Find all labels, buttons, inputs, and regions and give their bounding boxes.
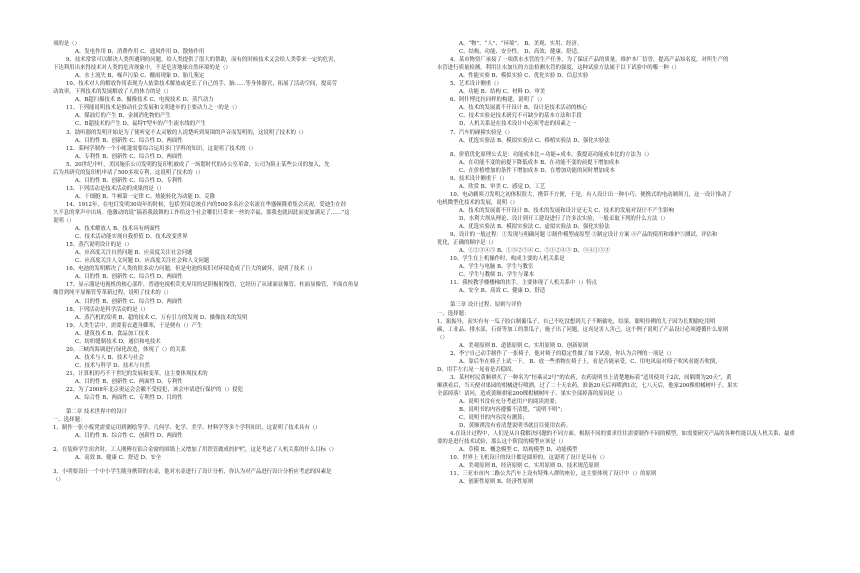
answer-options-line: A、草模 B、概念模型 C、结构模型 D、功能模型 [459, 447, 578, 454]
answer-options-line: A、靠后坐在椅子上试一下。 B、放一些重物在椅子上，看是否能承受。C、用电风扇对椅子吹风看能否吹倒， [459, 358, 721, 365]
answer-options-line: A、高效 B、健康 C、舒适 D、安全 [75, 455, 162, 462]
answer-options-line: A、在功能不变的前提下降低成本 B、在功能不变的前提下增加成本 [459, 159, 620, 166]
answer-options-line: C、说明书的内容没有测算； [459, 415, 528, 422]
answer-options-line: A、干细胞 B、牛顿第一定律 C、热能转化为动能 D、克隆 [75, 193, 216, 200]
question-text-line: 11、三亚市市内二路公共汽车上设有特殊人群的座位，这主要体现了设计中（）的原则 [450, 471, 657, 478]
answer-options-line: A、学生与电脑 B、学生与教室 [459, 264, 534, 271]
question-text-line: 动效率，下列技术的发展解放了人的体力的是（） [53, 89, 172, 96]
question-text-line: 22、为了2008年北京奥运会会徽不受侵犯，该会申请进行保护的（）侵犯 [66, 387, 243, 394]
answer-options-line: A、优选实验法 B、模拟实验法 C、移植实验法 D、强化实验法 [459, 137, 610, 144]
answer-options-line: A、B超扫描技术 B、摄像技术 C、电视技术 D、蒸汽动力 [75, 97, 214, 104]
question-text-line: 6、阿什博比拉同样的构建，说明了（） [450, 97, 546, 104]
answer-options-line: A、目的性 B、创新性 C、综合性 D、两面性 [75, 298, 183, 305]
answer-options-line: A、技术与人 B、技术与社会 [75, 354, 144, 361]
answer-options-line: A、专利性 B、创新性 C、综合性 D、两面性 [75, 153, 183, 160]
question-text-line: 9、技术设计侧重于（） [450, 175, 508, 182]
question-text-line: 4、某市物资厂承接了一项供水水管的生产任务，为了保证产品的质量，维护本厂信誉，提高产品知名度，对所生产的 [450, 57, 729, 64]
answer-options-line: A、功能 B、结构 C、材料 D、审美 [459, 89, 546, 96]
question-text-line: 2、李宁自己动手制作了一张椅子，他对椅子的稳定性做了如下试验，你认为合理的一项是（） [450, 350, 675, 357]
question-text-line: 5、艺术设计侧重（） [450, 81, 502, 88]
question-text-line: 项的是（） [53, 41, 80, 47]
answer-options-line: B、说明书的内容遵循不清楚，“说明不明”； [459, 407, 566, 414]
question-text-line: 第二章 技术世界中的设计 [66, 409, 128, 416]
answer-options-line: C、在价格增加的条件下增加成本 D、在增加功能的同时增加成本 [459, 167, 615, 174]
question-text-line: 10、学生在上机操作时，构成主要的人机关系是 [450, 256, 565, 263]
answer-options-line: C、应高度关注人文问题 D、应高度关注社会和人文问题 [75, 258, 210, 265]
question-text-line: 5、20世纪中叶，美国施乐公司发明的复印机被成了一场划时代的办公室革命，公司为阻止某些公司的加入，先 [66, 161, 330, 168]
question-text-line: 碳，工业品、排水部，石膏等加工的墨瓜子，施子出了问题，这真是害人害己，这个例子说明了产品设计必须遵循什么原则 [437, 326, 729, 333]
answer-options-line: A、建筑技术 B、食品加工技术 [75, 330, 150, 337]
answer-options-line: A、目的性 B、创新性 C、两面性 D、专利性 [75, 378, 183, 385]
question-text-line: 要的是进行技术试验，那么这个阶段的模型应该是（） [437, 439, 567, 446]
answer-options-line: A、欣赏 B、审美 C、感觉 D、工艺 [459, 183, 546, 190]
question-text-line: 像管到纯平显像管等革新过程，说明了技术的（） [53, 290, 172, 297]
answer-options-line: C、技术活动能实现自我价值 D、技术改变世界 [75, 234, 188, 241]
answer-options-line: A、综合性 B、两面性 C、专利性 D、目的性 [75, 395, 183, 402]
answer-options-line: A、应高度关注自然问题 B、应高度关注社会问题 [75, 250, 193, 257]
answer-options-line: A、“物”、“人”、“环境”。 B、美观、实用、经济。 [459, 41, 583, 47]
question-text-line: 14、1912年，在电灯发明30周年的时候，包括美国总统在内的500多名社会名流在华盛顿隆重集会庆祝，爱迪生在经 [66, 201, 347, 208]
question-text-line: （） [437, 334, 448, 341]
answer-options-line: A、蒸汽机的发明 B、超的技术 C、万有引力的发现 D、摄像技术的发明 [75, 314, 248, 321]
answer-options-line: A、目的性 B、创新性 C、综合性 D、两面性 [75, 137, 183, 144]
question-text-line: 3、某村村民黄顺祺买了一种名为“恒乘灵2号”的农药，农药说明书上清楚地标着“适用使用于2次，间隔期为20天”，黄 [450, 374, 732, 381]
question-text-line: 21、计算机的巧不干世纪的发展和变革，这主要体现技术的 [66, 370, 208, 377]
answer-options-line: A、发电作用 B、消费作用 C、通风作用 D、散热作用 [75, 49, 205, 56]
answer-options-line: C、结构、功能、安全性。 D、高效、健康、舒适。 [459, 49, 583, 56]
question-text-line: 20、三峡尚海调进行绿化改造，体现了（）的关系 [66, 346, 187, 353]
answer-options-line: D、人机关系是在技术设计中必须考虑的因素之一 [459, 121, 577, 128]
question-text-line: 1、制作一张小板凳需要运用到测绘等学、几何学、化学、美学、材料学等多个学科知识，这说明了技术具有（） [53, 425, 321, 432]
question-text-line: 10、世界上飞机设计的设计都是圆形的，这说明了设计是具有（） [450, 455, 608, 462]
question-text-line: 一、选择题： [53, 417, 86, 424]
answer-options-line: D、水利大坝从理论、设计到开工建设进行了许多次实验，一般采取下列的什么方法（） [459, 215, 669, 222]
question-text-line: 全部掉落！请问，造成黄顺祺家200棵柑橘树叶子、果实全部掉落的原因是（） [437, 390, 626, 397]
right-text-column [437, 40, 815, 487]
question-text-line: 第三章 设计过程、原则与评价 [450, 302, 522, 309]
answer-options-line: A、目的性 B、创新性 C、综合性 D、两面性 [75, 274, 183, 281]
question-text-line: 说明（） [53, 218, 75, 225]
question-text-line: 电机微型化技术的发展，说明（） [437, 199, 518, 206]
question-text-line: 一、选择题： [437, 310, 470, 317]
question-text-line: 优化，正确的顺序是（） [437, 240, 497, 247]
question-text-line: 7、汽车的碰撞实验是（） [450, 129, 513, 136]
answer-options-line: A、技术的发展离不开设计 B、技术的发展和设计是无关 C、技术的发展对设计不产生影响 [459, 207, 674, 214]
answer-options-line: A、创新性原则 B、经济性原则 [459, 479, 534, 486]
answer-options-line: A、说明书没有充分考虑用户的阅读需要； [459, 399, 560, 406]
answer-options-line: A、性能实验 B、模拟实验 C、优化实验 D、信息实验 [459, 73, 589, 80]
answer-options-line: A、目的性 B、综合性 C、创新性 D、两面性 [75, 433, 183, 440]
answer-options-line: A、技术解放人 B、技术具有两面性 [75, 226, 161, 233]
question-text-line: 12、莱柯学制作一个小帐篷需要综合运用多门学科的知识，这说明了技术的（） [66, 145, 257, 152]
question-text-line: 18、下列活动是科学活动的是（） [66, 306, 149, 313]
question-text-line: 10、技术对人的解放作用表现为人依靠技术解放或延长了自己的手、脑……等身体器官，拓展了活动空间，提高劳 [66, 81, 338, 88]
question-text-line: 10、电动剃须刀发明之初体积很大，携带不方便，于是，有人设计出一种小巧、便携式的电动剃须刀，这一设计推动了 [450, 191, 732, 198]
answer-options-line: A、煤油灯的产生 B、金属消化物的产生 [75, 113, 171, 120]
answer-options-line: C、技术与科学 D、技术与自然 [75, 362, 150, 369]
question-text-line: 3、小明要设计一个中小学生随身携带的水壶，他对水壶进行了设计分析，你认为对产品进行设计分析应考虑的因素是 [53, 469, 332, 476]
question-text-line: 水管进行质量检测，利用注水加压的方法检测水管的强度，这种试验方法属于以下试验中的哪一种（） [437, 65, 680, 72]
question-text-line: 8、价值优化原理公式是：功能成本比＝功能÷成本，我提高功能成本比的方法为（） [450, 151, 653, 158]
answer-options-line: C、B超技术的产生 D、福特T型车的产生流水线的产生 [75, 121, 206, 128]
question-text-line: 下达利用出来得技术对人类的危害现象中，不是危害地球自然环境的是（） [53, 65, 231, 72]
left-text-column [53, 40, 431, 484]
answer-options-line: A、安全 B、高效 C、健康 D、舒适 [459, 288, 546, 295]
question-text-line: 后为其研究的复印机申请了500多项专利，这说明了技术的（） [53, 169, 204, 176]
answer-options-line: A、优选实验法 B、模拟实验法 C、虚拟实验法 D、强化实验法 [459, 224, 610, 231]
question-text-line: 久不息的掌声中出场。他激动的说“搞着我鼓舞的工作给这个社会哪们只带来一丝的幸福，那我也就因此而更加满足了……”这 [53, 209, 350, 216]
question-text-line: D、用手左右晃一晃看是否稳固。 [437, 366, 517, 373]
answer-options-line: D、黄顺祺没有看清楚说明书就盲目使用农药。 [459, 423, 572, 430]
answer-options-line: A、技术的发展离不开设计 B、设计是技术活动的核心 [459, 105, 588, 112]
answer-options-line: A、目的性 B、创新性 C、综合性 D、专利性 [75, 177, 183, 184]
answer-options-line: A、①②③④⑤ B、①③②⑤④ C、⑤①②④⑤ D、⑤④①⑤③ [459, 248, 610, 255]
answer-options-line: C、纺织缝制技术 D、通信和电技术 [75, 338, 161, 345]
answer-options-line: A、美观原则 B、道德原则 C、实用原则 D、创新原则 [459, 342, 589, 349]
question-text-line: 1、振振导，而实有有一瓜子胶白制葡瓜子，自己不吃没想到儿子不断偷吃，结果，聪明伶俐的儿子因为长期偷吃用明 [437, 318, 716, 325]
question-text-line: 19、人类生活中，需要着衣遮身御寒，于是便有（）产生 [66, 322, 203, 329]
question-text-line: 3、助听器的发明开始是为了使听觉不太灵敏的人清楚听到周围的声音而发明的，这说明了技术的（） [66, 129, 307, 136]
question-text-line: 16、电池的发明解决了人类的很多动力问题，但是电池的废旧对环境造成了巨大的破坏，说明了技术（） [66, 266, 316, 273]
question-text-line: （） [53, 477, 64, 484]
question-text-line: 11、我校教学楼楼梯的扶手，主要体现了人机关系中（）特点 [450, 280, 598, 287]
question-text-line: 4.在设计过程中，人们是从自我解决问题的不同方面。根据不同的要求往往需要制作不同的模型。如需要研究产品的各种性能以及人机关系，最重 [450, 431, 795, 438]
question-text-line: 2、在装修学生宿舍时，工人刚傅在铝合金窗的围墙上又增加了用铁管做成的护栏，这是考虑了人机关系的什么目标（） [53, 447, 337, 454]
question-text-line: 15、蒸汽说明设计的是（） [66, 242, 133, 249]
question-text-line: 13、下列活动是技术活动的成果的是（） [66, 185, 165, 192]
answer-options-line: C、学生与教师 D、学生与课本 [459, 272, 534, 279]
answer-options-line: C、技术实验是技术研究不可缺少的基本方法和手段 [459, 113, 582, 120]
answer-options-line: A、美观原则 B、经济原则 C、实用原则 D、技术规范原则 [459, 463, 600, 470]
question-text-line: 9、设计的一般过程：①发现与明确问题 ②制作模型或原型 ③制定设计方案 ④产品的使用和维护⑤测试、评估和 [450, 232, 718, 239]
question-text-line: 17、显示器是电视机的核心部件，普通电视机荧光屏用的是阴极射线管，它经历了从球面显像管、柱面显像管，平面直角显 [66, 282, 359, 289]
question-text-line: 顺祺看后，当天便对果园的柑橘进行喷洒，过了二十天农药，准备20天后再喷洒1次，七八天后，他家200棵柑橘树叶子、果实 [437, 382, 738, 389]
question-text-line: 9、技术常常可以解决人类所遇到的问题，给人类提供了很大的帮助，而有的时候技术又会给人类带来一定的危害， [66, 57, 339, 64]
question-text-line: 11、下列能说明技术是推动社会发展和文明进步的主要动力之一的是（） [66, 105, 240, 112]
answer-options-line: A、水土流失 B、噪声污染 C、酸雨现象 D、胎儿鉴定 [75, 73, 205, 80]
